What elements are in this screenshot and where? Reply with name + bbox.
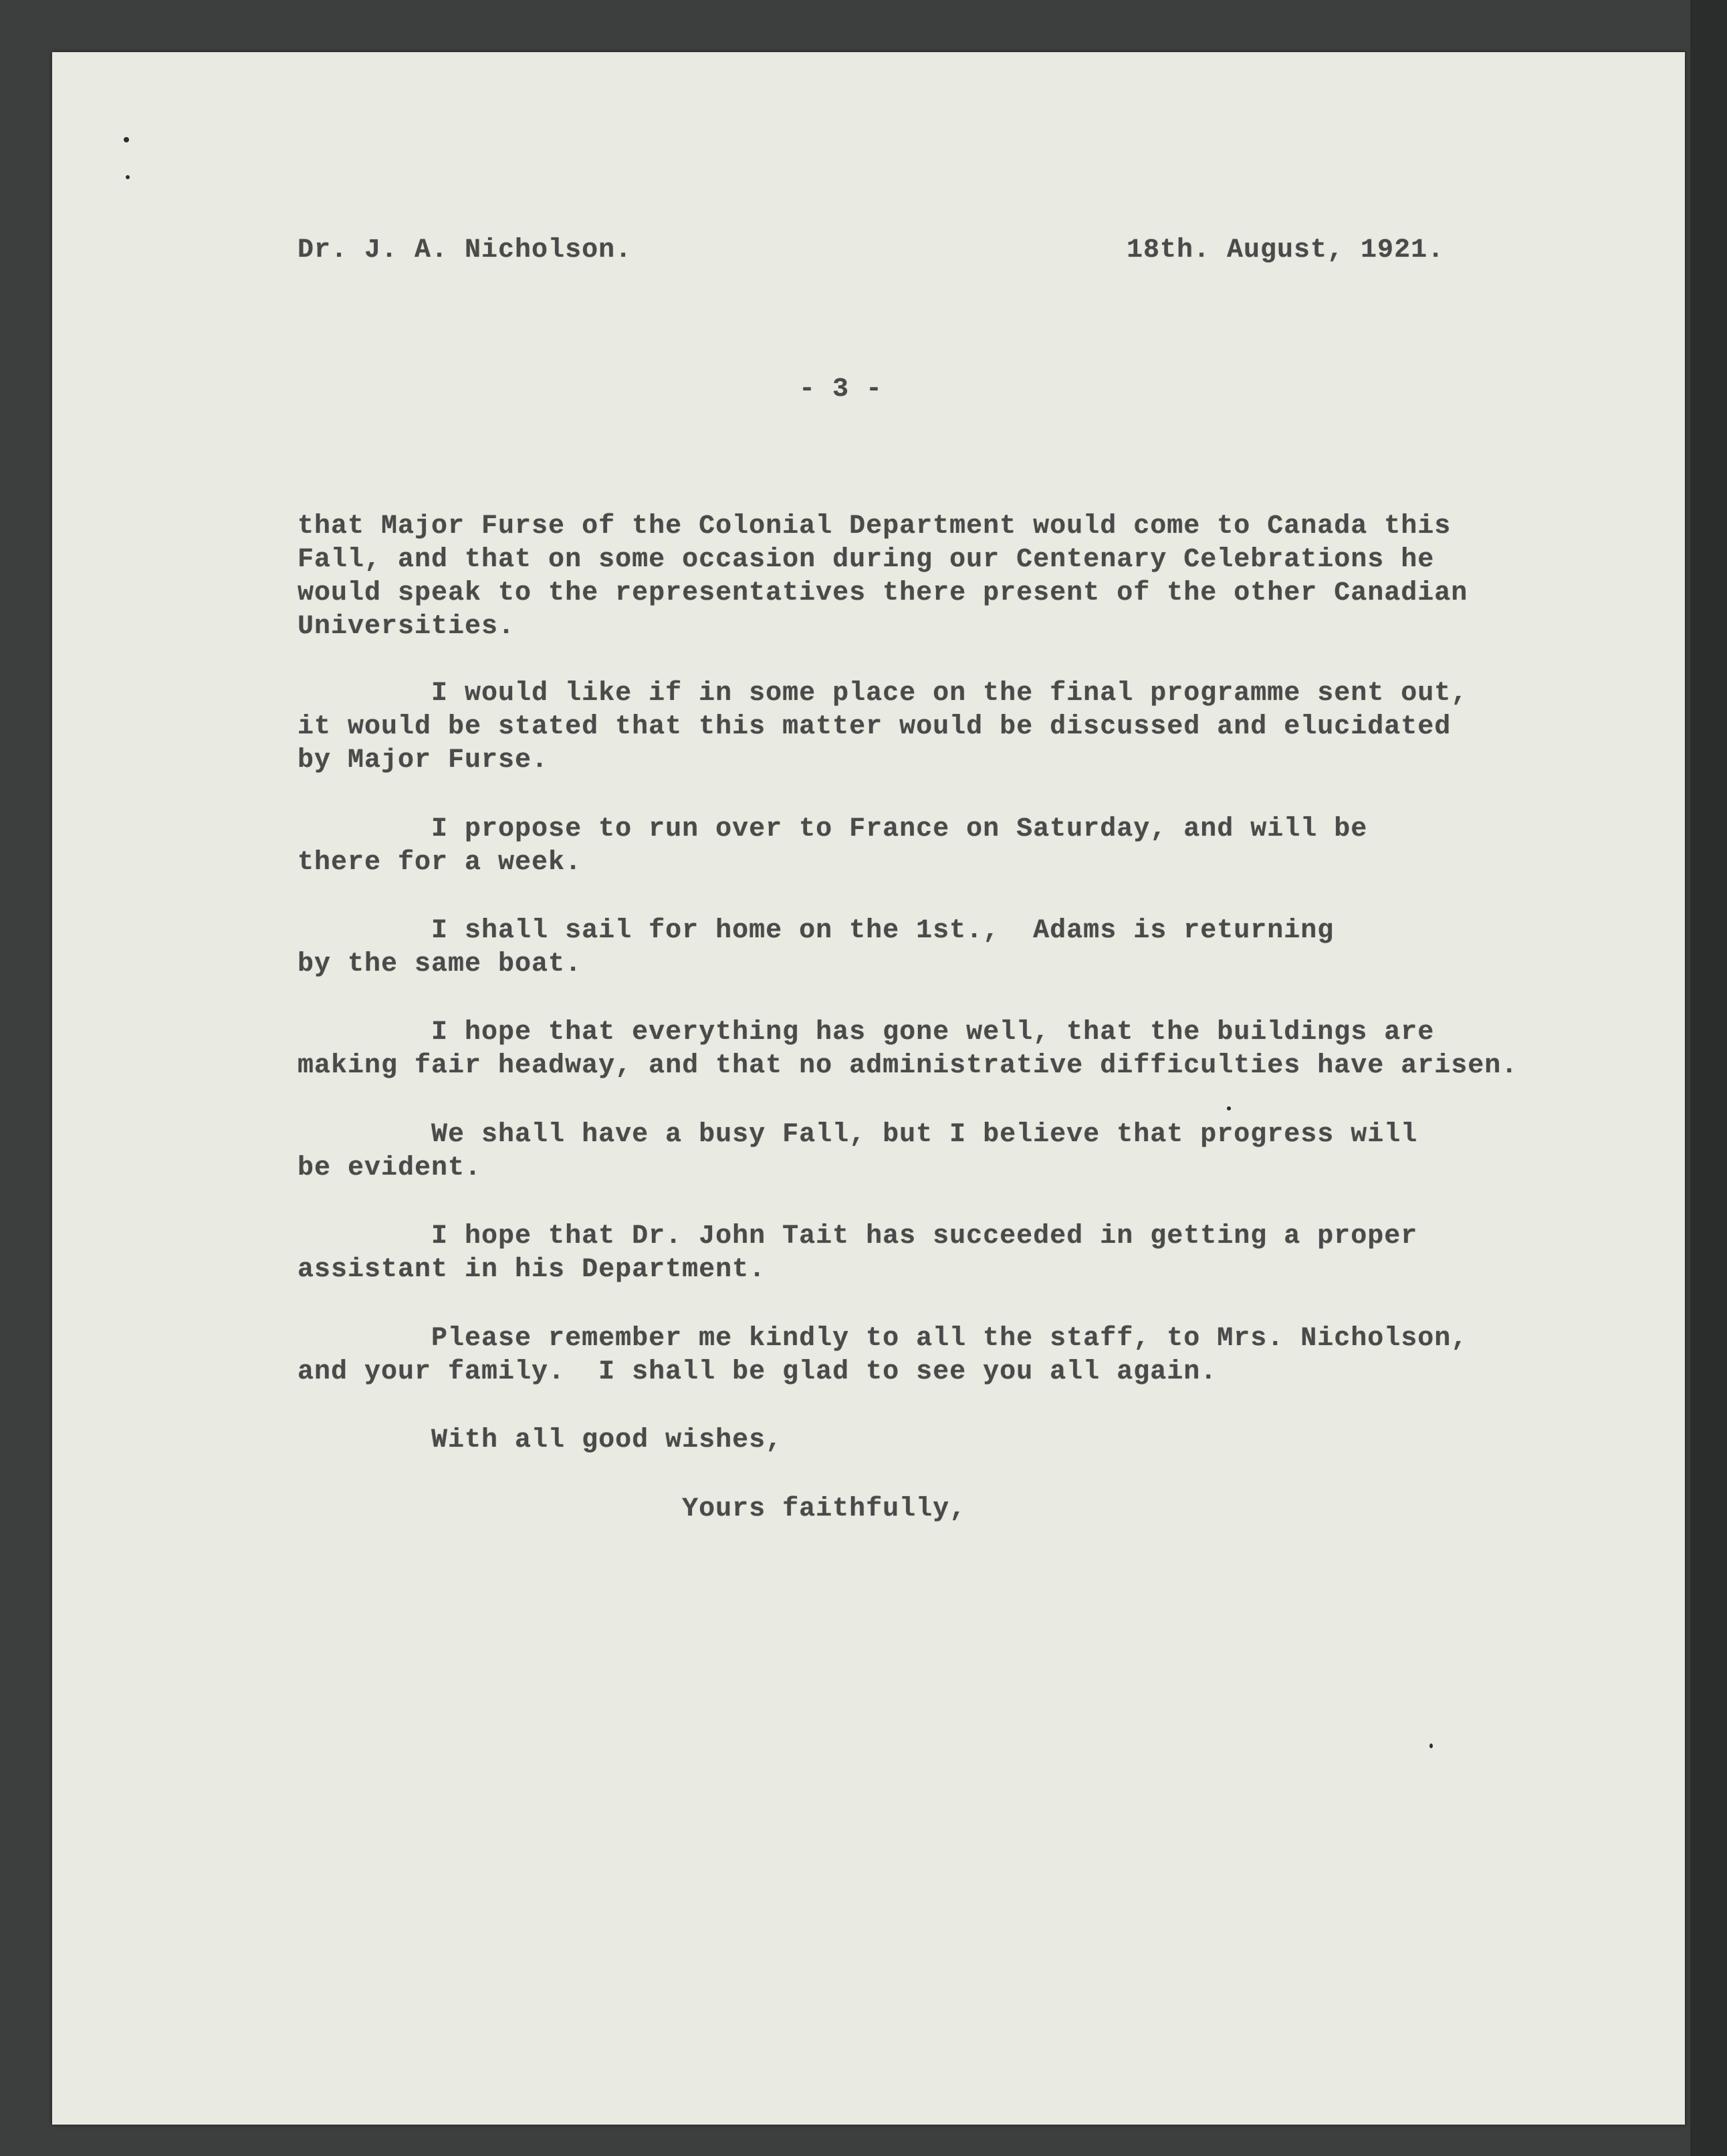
body-line: by Major Furse. [298,745,549,775]
page-number: - 3 - [799,374,883,404]
margin-mark [124,137,129,142]
letter-page [52,52,1685,2125]
body-line: making fair headway, and that no administrative difficulties have arisen. [298,1051,1518,1081]
body-line: I hope that everything has gone well, that the buildings are [298,1017,1435,1048]
paper-speck [1429,1744,1433,1748]
scan-backdrop-edge [1690,0,1727,2156]
body-line: it would be stated that this matter would be discussed and elucidated [298,712,1452,742]
body-line: and your family. I shall be glad to see you all again. [298,1357,1218,1387]
letter-date: 18th. August, 1921. [1127,235,1445,265]
margin-mark [126,175,130,179]
body-line: that Major Furse of the Colonial Department would come to Canada this [298,511,1452,542]
body-line: I would like if in some place on the final programme sent out, [298,679,1468,709]
signoff-line: Yours faithfully, [298,1494,967,1524]
body-line: We shall have a busy Fall, but I believe that progress will [298,1120,1418,1150]
body-line: I shall sail for home on the 1st., Adams is returning [298,916,1335,946]
body-line: assistant in his Department. [298,1255,766,1285]
body-line: I hope that Dr. John Tait has succeeded in getting a proper [298,1221,1418,1251]
body-line: there for a week. [298,848,582,878]
body-line: Please remember me kindly to all the staff, to Mrs. Nicholson, [298,1324,1468,1354]
letter-recipient: Dr. J. A. Nicholson. [298,235,632,265]
body-line: be evident. [298,1153,482,1183]
body-line: by the same boat. [298,949,582,979]
body-line: I propose to run over to France on Saturday, and will be [298,814,1368,844]
body-line: Universities. [298,612,515,642]
body-line: Fall, and that on some occasion during our Centenary Celebrations he [298,545,1435,575]
closing-line: With all good wishes, [298,1425,783,1455]
body-line: would speak to the representatives there present of the other Canadian [298,578,1468,608]
paper-speck [1227,1106,1231,1110]
